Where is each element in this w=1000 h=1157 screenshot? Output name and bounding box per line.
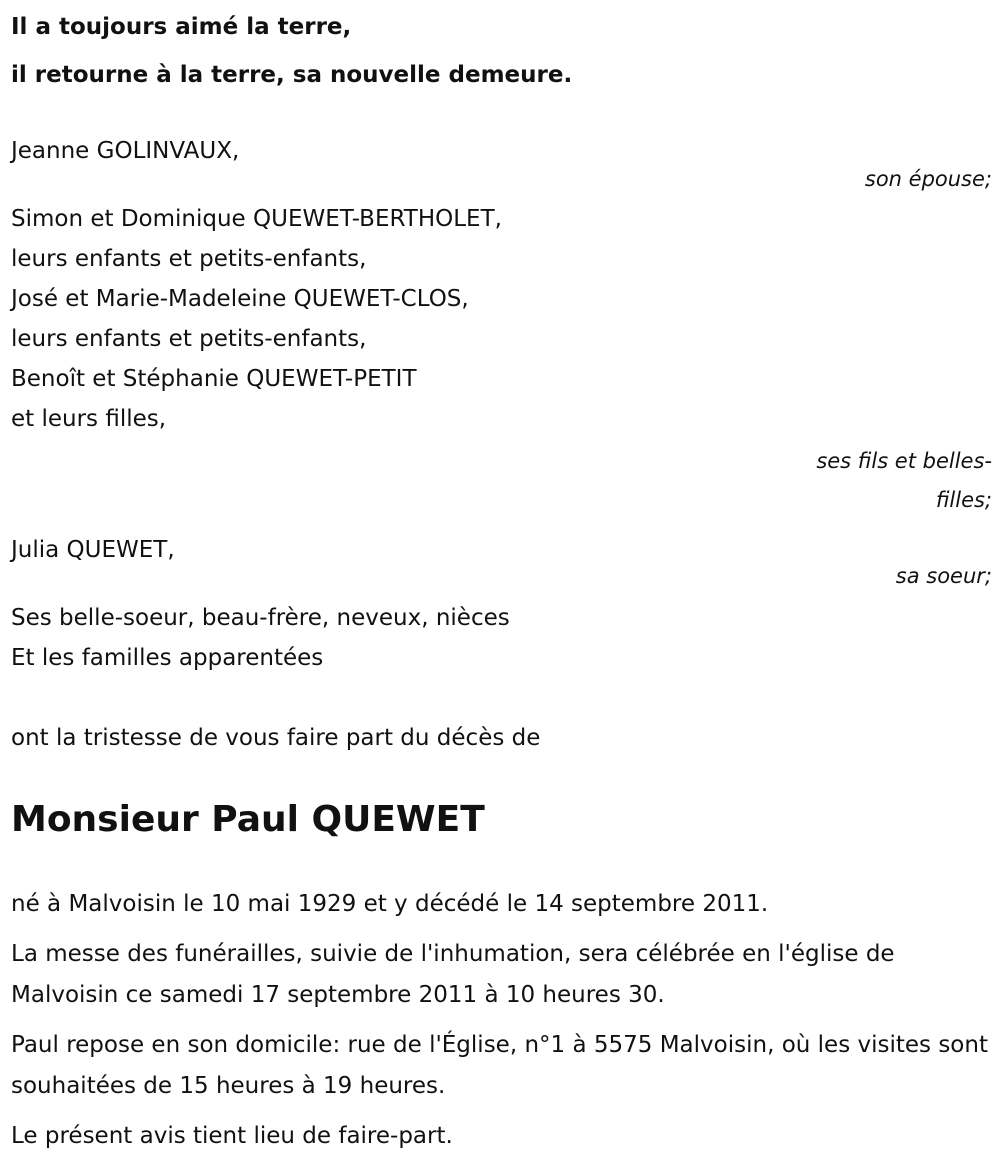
children-line: Simon et Dominique QUEWET-BERTHOLET, (11, 206, 502, 232)
verse-line-2: il retourne à la terre, sa nouvelle demeure. (11, 62, 573, 88)
notice-text: Le présent avis tient lieu de faire-part. (11, 1123, 453, 1149)
children-entry (11, 199, 992, 520)
sister-entry (11, 530, 992, 594)
funeral-details: La messe des funérailles, suivie de l'inhumation, sera célébrée en l'église de Malvoisin ce samedi 17 septembre 2011 à 10 heures 30. (11, 941, 895, 1008)
announcement: ont la tristesse de vous faire part du décès de (11, 725, 541, 751)
verse (11, 3, 992, 99)
children-line: leurs enfants et petits-enfants, (11, 326, 367, 352)
spouse-entry (11, 131, 992, 193)
birth-death-details: né à Malvoisin le 10 mai 1929 et y décédé le 14 septembre 2011. (11, 891, 769, 917)
spouse-role: son épouse; (864, 167, 992, 191)
obituary-notice (11, 0, 992, 1157)
others-line: Ses belle-soeur, beau-frère, neveux, nièces (11, 605, 510, 631)
spouse-name: Jeanne GOLINVAUX, (11, 138, 240, 164)
children-line: leurs enfants et petits-enfants, (11, 246, 367, 272)
deceased-name: Monsieur Paul QUEWET (11, 799, 485, 840)
children-line: José et Marie-Madeleine QUEWET-CLOS, (11, 286, 469, 312)
sister-role: sa soeur; (895, 564, 992, 588)
verse-line-1: Il a toujours aimé la terre, (11, 14, 352, 40)
children-line: et leurs filles, (11, 406, 167, 432)
others-line: Et les familles apparentées (11, 645, 324, 671)
wake-details: Paul repose en son domicile: rue de l'Église, n°1 à 5575 Malvoisin, où les visites sont souhaitées de 15 heures à 19 heures. (11, 1032, 988, 1099)
others-entry (11, 598, 992, 678)
children-role: ses fils et belles-filles; (816, 449, 992, 512)
sister-name: Julia QUEWET, (11, 537, 175, 563)
children-line: Benoît et Stéphanie QUEWET-PETIT (11, 366, 417, 392)
